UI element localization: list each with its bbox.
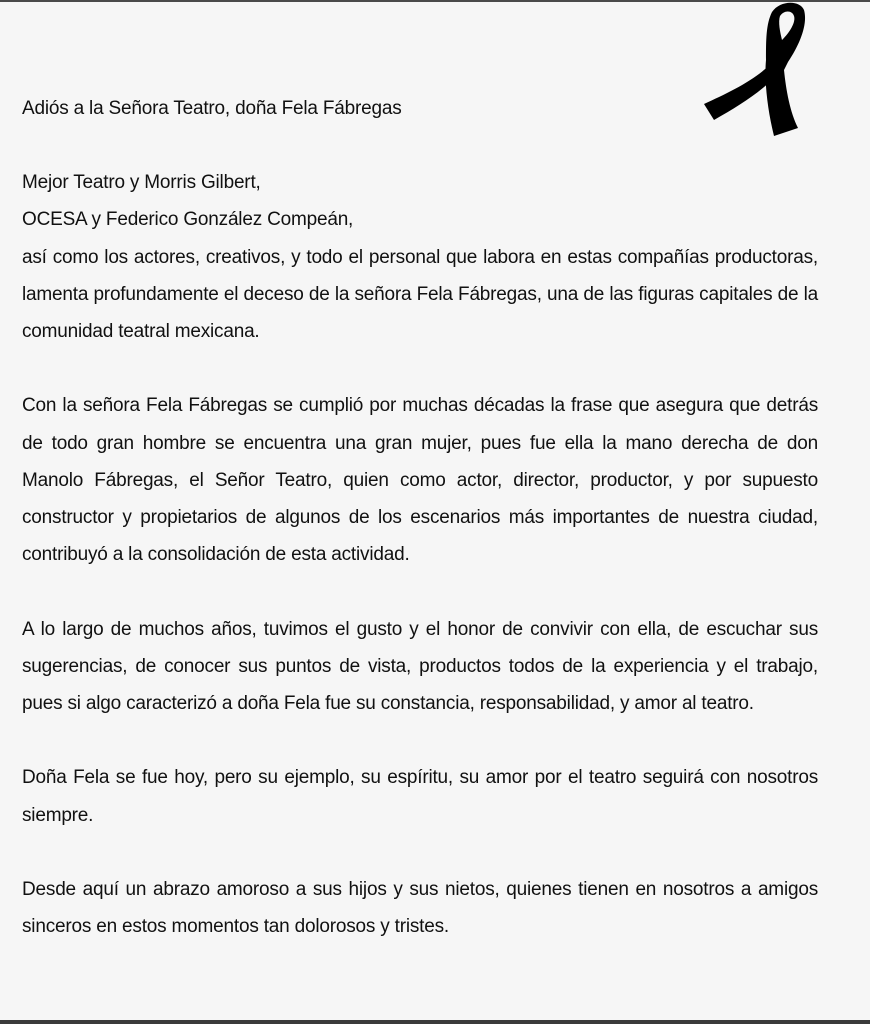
addressee-block — [22, 164, 818, 238]
addressee-line: Mejor Teatro y Morris Gilbert, — [22, 172, 261, 194]
paragraph-memories: A lo largo de muchos años, tuvimos el gusto y el honor de convivir con ella, de escuchar sus sugerencias, de conocer sus puntos de vista, productos todos de la experiencia y el trabajo, pues si algo caracterizó a doña Fela fue su constancia, responsabilidad, y amor al teatro. — [22, 618, 818, 715]
paragraph-family-embrace: Desde aquí un abrazo amoroso a sus hijos y sus nietos, quienes tienen en nosotros a amigos sinceros en estos momentos tan dolorosos y tristes. — [22, 879, 818, 938]
document-body — [22, 90, 818, 983]
paragraph-condolence: así como los actores, creativos, y todo el personal que labora en estas compañías productoras, lamenta profundamente el deceso de la señora Fela Fábregas, una de las figuras capitales de la comunidad teatral mexicana. — [22, 246, 818, 343]
paragraph-legacy: Doña Fela se fue hoy, pero su ejemplo, su espíritu, su amor por el teatro seguirá con nosotros siempre. — [22, 767, 818, 826]
paragraph-tribute: Con la señora Fela Fábregas se cumplió por muchas décadas la frase que asegura que detrás de todo gran hombre se encuentra una gran mujer, pues fue ella la mano derecha de don Manolo Fábregas, el Señor Teatro, quien como actor, director, productor, y por supuesto constructor y propietarios de algunos de los escenarios más importantes de nuestra ciudad, contribuyó a la consolidación de esta actividad. — [22, 395, 818, 566]
document-title: Adiós a la Señora Teatro, doña Fela Fábregas — [22, 98, 402, 119]
bottom-border — [0, 1020, 870, 1024]
addressee-line: OCESA y Federico González Compeán, — [22, 209, 354, 231]
